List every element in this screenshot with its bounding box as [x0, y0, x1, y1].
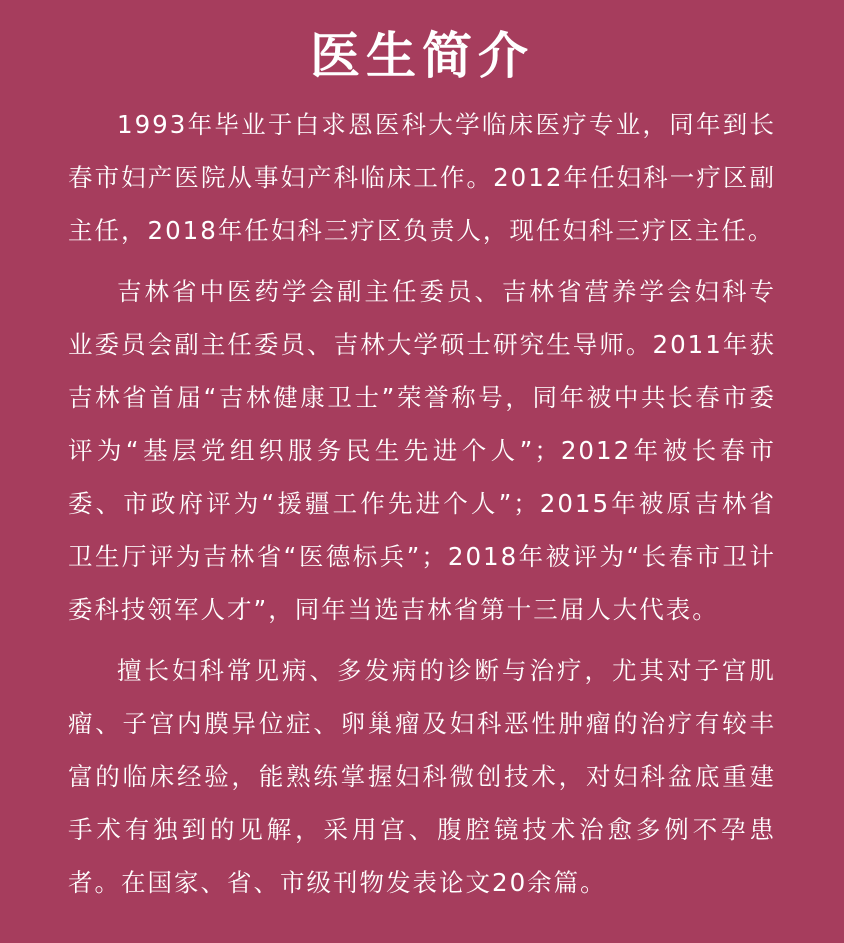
page-title: 医生简介: [310, 27, 534, 85]
paragraph-expertise: 擅长妇科常见病、多发病的诊断与治疗，尤其对子宫肌瘤、子宫内膜异位症、卵巢瘤及妇科恶性肿瘤的治疗有较丰富的临床经验，能熟练掌握妇科微创技术，对妇科盆底重建手术有独到的见解，采用宫、腹腔镜技术治愈多例不孕患者。在国家、省、市级刊物发表论文20余篇。: [68, 656, 776, 897]
paragraph-education-career: 1993年毕业于白求恩医科大学临床医疗专业，同年到长春市妇产医院从事妇产科临床工作。2012年任妇科一疗区副主任，2018年任妇科三疗区负责人，现任妇科三疗区主任。: [68, 110, 776, 245]
paragraph-honors: 吉林省中医药学会副主任委员、吉林省营养学会妇科专业委员会副主任委员、吉林大学硕士研究生导师。2011年获吉林省首届“吉林健康卫士”荣誉称号，同年被中共长春市委评为“基层党组织服务民生先进个人”；2012年被长春市委、市政府评为“援疆工作先进个人”；2015年被原吉林省卫生厅评为吉林省“医德标兵”；2018年被评为“长春市卫计委科技领军人才”，同年当选吉林省第十三届人大代表。: [68, 277, 776, 624]
